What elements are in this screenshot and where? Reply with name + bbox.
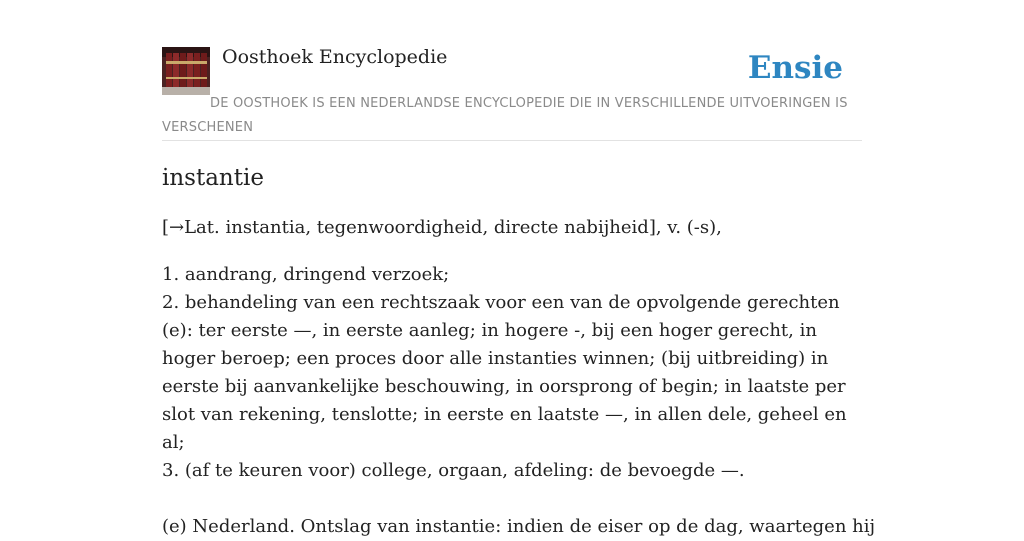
source-name-link[interactable]: Oosthoek Encyclopedie bbox=[222, 46, 448, 68]
entry-definitions bbox=[162, 261, 862, 485]
site-header bbox=[162, 44, 862, 141]
entry-note: (e) Nederland. Ontslag van instantie: indien de eiser op de dag, waartegen hij bbox=[162, 516, 876, 537]
source-avatar[interactable] bbox=[162, 47, 210, 95]
source-tagline: DE OOSTHOEK IS EEN NEDERLANDSE ENCYCLOPEDIE DIE IN VERSCHILLENDE UITVOERINGEN IS VERSCHENEN bbox=[162, 96, 848, 135]
definition-item: 1. aandrang, dringend verzoek; bbox=[162, 264, 450, 285]
ensie-logo-link[interactable]: Ensie bbox=[747, 50, 843, 86]
entry-title: instantie bbox=[162, 165, 264, 191]
entry-etymology: [→Lat. instantia, tegenwoordigheid, directe nabijheid], v. (-s), bbox=[162, 217, 722, 238]
definition-item: 2. behandeling van een rechtszaak voor een van de opvolgende gerechten (e): ter eerste —, in eerste aanleg; in hogere -, bij een hoger gerecht, in hoger beroep; een proces door alle instanties winnen; (bij uitbreiding) in eerste bij aanvankelijke beschouwing, in oorsprong of begin; in laatste per slot van rekening, tenslotte; in eerste en laatste —, in allen dele, geheel en al; bbox=[162, 292, 847, 453]
definition-item: 3. (af te keuren voor) college, orgaan, afdeling: de bevoegde —. bbox=[162, 460, 745, 481]
encyclopedia-books-icon bbox=[162, 47, 210, 95]
entry-content bbox=[162, 162, 876, 541]
